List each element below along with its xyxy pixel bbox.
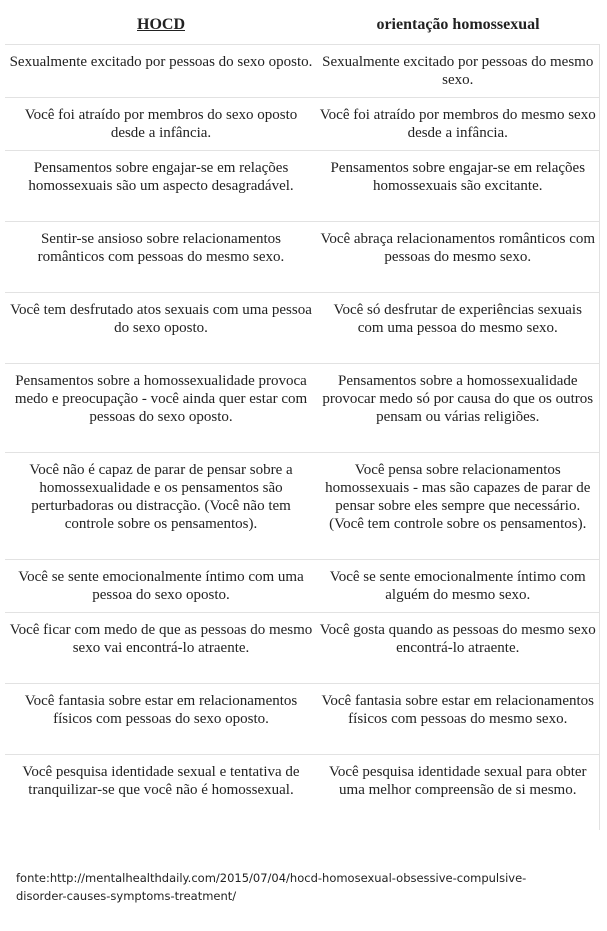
orientation-cell: Você pensa sobre relacionamentos homossexuais - mas são capazes de parar de pensar sobre eles sempre que necessário. (Você tem controle sobre os pensamentos). bbox=[317, 453, 599, 560]
hocd-cell: Você tem desfrutado atos sexuais com uma pessoa do sexo oposto. bbox=[5, 293, 317, 364]
table-row bbox=[5, 453, 599, 560]
table-row bbox=[5, 364, 599, 453]
hocd-cell: Você ficar com medo de que as pessoas do mesmo sexo vai encontrá-lo atraente. bbox=[5, 613, 317, 684]
orientation-cell: Você fantasia sobre estar em relacionamentos físicos com pessoas do mesmo sexo. bbox=[317, 684, 599, 755]
orientation-cell: Você foi atraído por membros do mesmo sexo desde a infância. bbox=[317, 98, 599, 151]
orientation-cell: Você abraça relacionamentos românticos com pessoas do mesmo sexo. bbox=[317, 222, 599, 293]
table-row bbox=[5, 222, 599, 293]
orientation-cell: Pensamentos sobre engajar-se em relações homossexuais são excitante. bbox=[317, 151, 599, 222]
table-row bbox=[5, 755, 599, 830]
table-row bbox=[5, 98, 599, 151]
hocd-cell: Pensamentos sobre a homossexualidade provoca medo e preocupação - você ainda quer estar com pessoas do sexo oposto. bbox=[5, 364, 317, 453]
table-row bbox=[5, 684, 599, 755]
orientation-cell: Você pesquisa identidade sexual para obter uma melhor compreensão de si mesmo. bbox=[317, 755, 599, 830]
orientation-cell: Você se sente emocionalmente íntimo com alguém do mesmo sexo. bbox=[317, 560, 599, 613]
table-row bbox=[5, 45, 599, 98]
header-hocd: HOCD bbox=[5, 6, 317, 45]
hocd-cell: Sentir-se ansioso sobre relacionamentos românticos com pessoas do mesmo sexo. bbox=[5, 222, 317, 293]
orientation-cell: Você gosta quando as pessoas do mesmo sexo encontrá-lo atraente. bbox=[317, 613, 599, 684]
table-row bbox=[5, 151, 599, 222]
hocd-cell: Você se sente emocionalmente íntimo com uma pessoa do sexo oposto. bbox=[5, 560, 317, 613]
header-orientation: orientação homossexual bbox=[317, 6, 599, 45]
table-row bbox=[5, 560, 599, 613]
hocd-cell: Você fantasia sobre estar em relacionamentos físicos com pessoas do sexo oposto. bbox=[5, 684, 317, 755]
table-row bbox=[5, 293, 599, 364]
comparison-table bbox=[5, 6, 600, 830]
orientation-cell: Pensamentos sobre a homossexualidade provocar medo só por causa do que os outros pensam ou várias religiões. bbox=[317, 364, 599, 453]
hocd-cell: Pensamentos sobre engajar-se em relações homossexuais são um aspecto desagradável. bbox=[5, 151, 317, 222]
source-citation: fonte:http://mentalhealthdaily.com/2015/07/04/hocd-homosexual-obsessive-compulsive-disorder-causes-symptoms-treatment/ bbox=[16, 871, 527, 903]
hocd-cell: Sexualmente excitado por pessoas do sexo oposto. bbox=[5, 45, 317, 98]
orientation-cell: Sexualmente excitado por pessoas do mesmo sexo. bbox=[317, 45, 599, 98]
table-row bbox=[5, 613, 599, 684]
hocd-cell: Você não é capaz de parar de pensar sobre a homossexualidade e os pensamentos são perturbadoras ou distracção. (Você não tem controle sobre os pensamentos). bbox=[5, 453, 317, 560]
hocd-cell: Você foi atraído por membros do sexo oposto desde a infância. bbox=[5, 98, 317, 151]
header-row bbox=[5, 6, 599, 45]
hocd-cell: Você pesquisa identidade sexual e tentativa de tranquilizar-se que você não é homossexual. bbox=[5, 755, 317, 830]
orientation-cell: Você só desfrutar de experiências sexuais com uma pessoa do mesmo sexo. bbox=[317, 293, 599, 364]
